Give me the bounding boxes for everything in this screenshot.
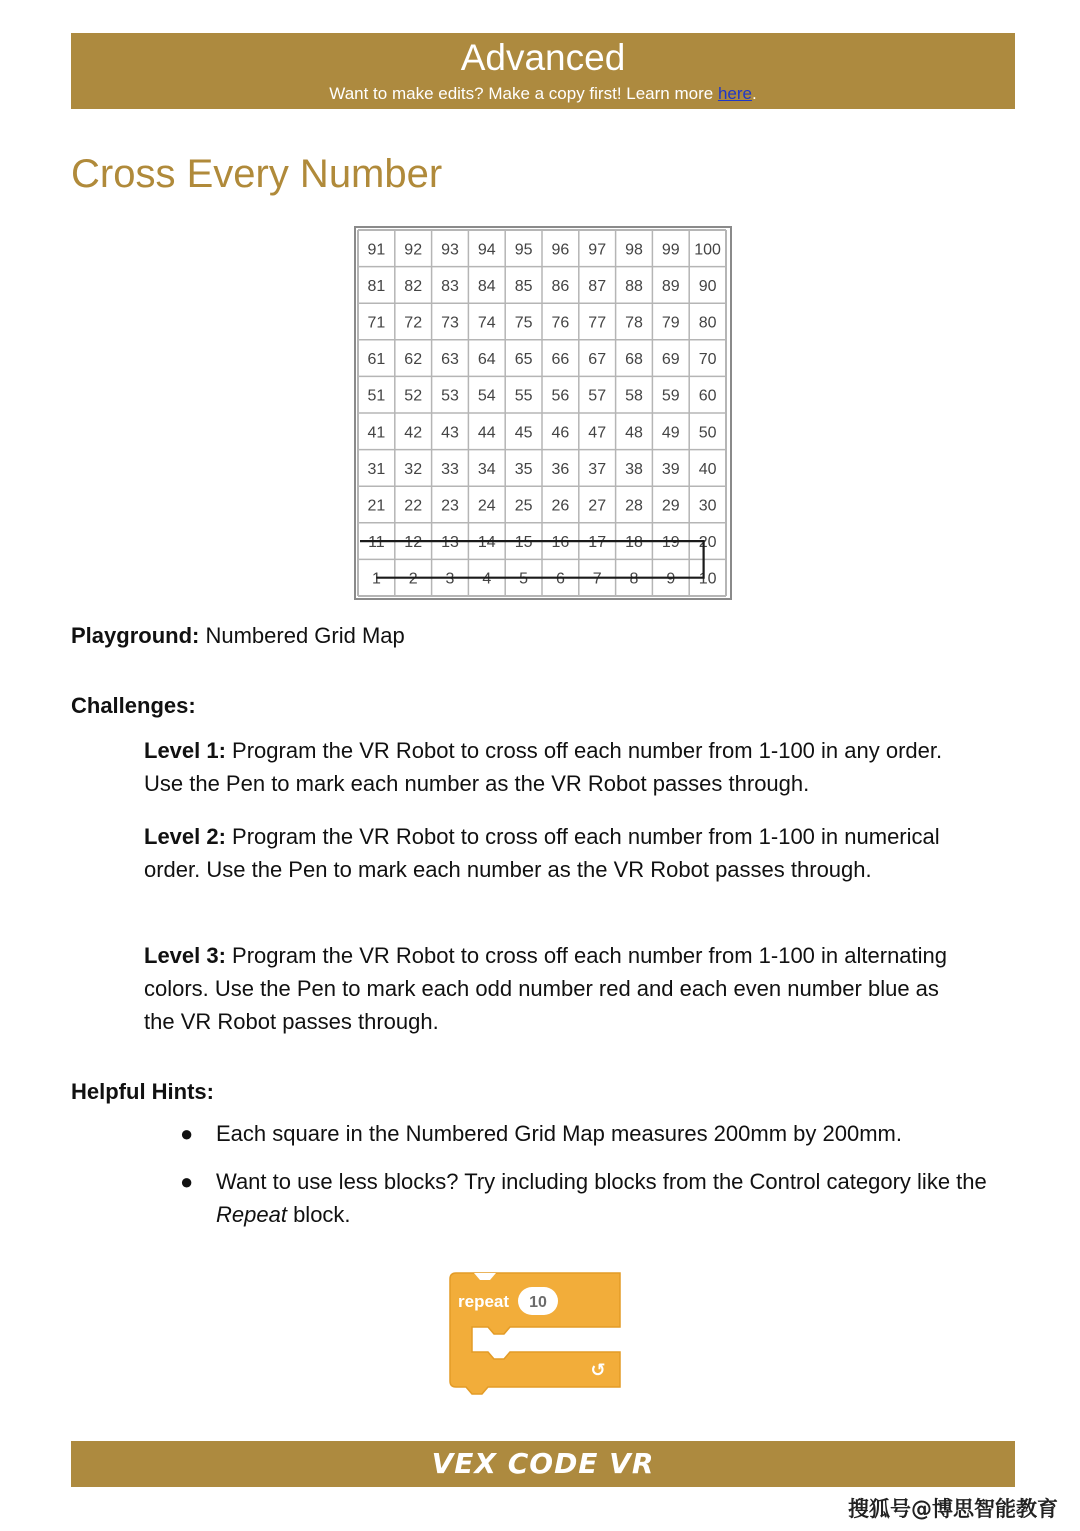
grid-cell-number: 87 <box>588 277 607 295</box>
hint-1-text: Each square in the Numbered Grid Map measures 200mm by 200mm. <box>216 1121 902 1146</box>
watermark: 搜狐号@博思智能教育 <box>848 1497 1058 1521</box>
grid-cell-number: 96 <box>551 241 570 259</box>
grid-cell-number: 88 <box>625 277 643 295</box>
grid-cell-number: 31 <box>367 460 386 478</box>
grid-cell-number: 57 <box>588 387 607 405</box>
grid-cell-number: 68 <box>625 351 643 369</box>
playground-value: Numbered Grid Map <box>199 623 405 648</box>
grid-cell-number: 47 <box>588 424 607 442</box>
grid-cell-number: 7 <box>592 570 602 588</box>
grid-cell-number: 91 <box>367 241 386 259</box>
grid-cell-number: 58 <box>625 387 643 405</box>
grid-cell-number: 19 <box>661 534 680 552</box>
grid-cell-number: 64 <box>477 351 496 369</box>
grid-cell-number: 1 <box>371 570 381 588</box>
hint-2-text-end: block. <box>286 1202 351 1227</box>
grid-cell-number: 52 <box>404 387 423 405</box>
grid-cell-number: 73 <box>441 314 459 332</box>
grid-cell-number: 43 <box>441 424 459 442</box>
grid-cell-number: 37 <box>588 460 607 478</box>
challenges-heading-text: Challenges: <box>71 693 196 718</box>
grid-cell-number: 99 <box>661 241 680 259</box>
grid-cell-number: 59 <box>661 387 680 405</box>
grid-cell-number: 71 <box>367 314 386 332</box>
grid-cell-number: 83 <box>441 277 459 295</box>
grid-cell-number: 89 <box>661 277 680 295</box>
grid-cell-number: 11 <box>368 534 385 552</box>
level-1-description: Program the VR Robot to cross off each number from 1-100 in any order. Use the Pen to mark each number as the VR Robot passes through. <box>144 738 943 796</box>
grid-cell-number: 17 <box>588 534 607 552</box>
level-2-description: Program the VR Robot to cross off each number from 1-100 in numerical order. Use the Pen to mark each number as the VR Robot passes through. <box>144 824 940 882</box>
grid-cell-number: 95 <box>514 241 533 259</box>
grid-cell-number: 100 <box>694 241 721 259</box>
grid-cell-number: 51 <box>367 387 386 405</box>
hints-heading-text: Helpful Hints: <box>71 1079 214 1104</box>
grid-cell-number: 76 <box>551 314 570 332</box>
grid-cell-number: 15 <box>514 534 533 552</box>
grid-cell-number: 53 <box>441 387 459 405</box>
playground-line <box>71 619 405 652</box>
header-subtitle-text: Want to make edits? Make a copy first! Learn more <box>329 84 718 103</box>
header-subtitle-period: . <box>751 84 757 103</box>
grid-cell-number: 34 <box>477 460 496 478</box>
grid-cell-number: 45 <box>514 424 533 442</box>
repeat-keyword: repeat <box>458 1292 510 1311</box>
grid-cell-number: 80 <box>698 314 717 332</box>
grid-cell-number: 63 <box>441 351 459 369</box>
grid-cell-number: 86 <box>551 277 570 295</box>
grid-cell-number: 98 <box>625 241 643 259</box>
grid-cell-number: 12 <box>404 534 423 552</box>
grid-cell-number: 26 <box>551 497 570 515</box>
grid-cell-number: 66 <box>551 351 570 369</box>
numbered-grid-map-image <box>354 226 732 600</box>
grid-cell-number: 60 <box>698 387 717 405</box>
page-title: Cross Every Number <box>71 152 443 196</box>
grid-cell-number: 35 <box>514 460 533 478</box>
header-subtitle <box>71 84 1015 104</box>
grid-cell-number: 25 <box>514 497 533 515</box>
grid-cell-number: 24 <box>477 497 496 515</box>
grid-cell-number: 27 <box>588 497 607 515</box>
grid-cell-number: 32 <box>404 460 423 478</box>
grid-cell-number: 90 <box>698 277 717 295</box>
grid-cell-number: 4 <box>482 570 492 588</box>
grid-cell-number: 33 <box>441 460 459 478</box>
grid-cell-number: 55 <box>514 387 533 405</box>
grid-cell-number: 20 <box>698 534 717 552</box>
repeat-count: 10 <box>529 1294 547 1311</box>
grid-cell-number: 70 <box>698 351 717 369</box>
hint-2-text: Want to use less blocks? Try including blocks from the Control category like the <box>216 1169 987 1194</box>
header-title: Advanced <box>460 37 626 78</box>
grid-cell-number: 16 <box>551 534 570 552</box>
grid-cell-number: 92 <box>404 241 423 259</box>
grid-cell-number: 44 <box>477 424 496 442</box>
hints-heading <box>71 1075 214 1108</box>
grid-cell-number: 13 <box>441 534 459 552</box>
footer-banner <box>71 1441 1015 1487</box>
hint-item-2 <box>180 1165 990 1231</box>
grid-cell-number: 77 <box>588 314 607 332</box>
grid-cell-number: 22 <box>404 497 423 515</box>
grid-cell-number: 78 <box>625 314 643 332</box>
grid-cell-number: 75 <box>514 314 533 332</box>
level-3-label: Level 3: <box>144 943 226 968</box>
grid-cell-number: 54 <box>477 387 496 405</box>
level-3-text <box>144 939 974 1038</box>
grid-cell-number: 46 <box>551 424 570 442</box>
grid-cell-number: 23 <box>441 497 459 515</box>
grid-cell-number: 41 <box>367 424 386 442</box>
grid-cell-number: 82 <box>404 277 423 295</box>
header-banner <box>71 33 1015 109</box>
grid-cell-number: 10 <box>698 570 717 588</box>
loop-arrow-icon: ↺ <box>590 1360 606 1381</box>
grid-cell-number: 6 <box>555 570 565 588</box>
grid-cell-number: 97 <box>588 241 607 259</box>
grid-cell-number: 79 <box>661 314 680 332</box>
grid-cell-number: 56 <box>551 387 570 405</box>
vexcode-vr-logo: VEX CODE VR <box>431 1447 655 1480</box>
grid-cell-number: 81 <box>367 277 386 295</box>
grid-cell-number: 40 <box>698 460 717 478</box>
grid-cell-number: 9 <box>666 570 676 588</box>
grid-cell-number: 49 <box>661 424 680 442</box>
level-2-label: Level 2: <box>144 824 226 849</box>
grid-cell-number: 69 <box>661 351 680 369</box>
grid-cell-number: 67 <box>588 351 607 369</box>
grid-cell-number: 29 <box>661 497 680 515</box>
grid-cell-number: 84 <box>477 277 496 295</box>
hint-item-1 <box>180 1117 990 1150</box>
grid-cell-number: 72 <box>404 314 423 332</box>
level-1-label: Level 1: <box>144 738 226 763</box>
grid-cell-number: 8 <box>629 570 639 588</box>
grid-cell-number: 14 <box>477 534 496 552</box>
hints-list <box>180 1117 990 1231</box>
grid-cell-number: 85 <box>514 277 533 295</box>
grid-cell-number: 42 <box>404 424 423 442</box>
grid-cell-number: 93 <box>441 241 459 259</box>
repeat-block-svg <box>448 1270 624 1396</box>
learn-more-link[interactable]: here <box>717 84 752 103</box>
bullet-icon: ● <box>180 1121 194 1146</box>
grid-cell-number: 18 <box>625 534 643 552</box>
grid-cell-number: 74 <box>477 314 496 332</box>
repeat-block-image <box>448 1270 624 1396</box>
grid-cell-number: 5 <box>519 570 529 588</box>
grid-cell-number: 48 <box>625 424 643 442</box>
level-2-text <box>144 820 974 886</box>
grid-cell-number: 30 <box>698 497 717 515</box>
grid-cell-number: 36 <box>551 460 570 478</box>
hint-2-italic: Repeat <box>216 1202 287 1227</box>
playground-label: Playground: <box>71 623 200 648</box>
grid-cell-number: 2 <box>408 570 418 588</box>
numbered-grid-svg <box>354 226 732 600</box>
grid-cell-number: 50 <box>698 424 717 442</box>
grid-cell-number: 65 <box>514 351 533 369</box>
level-3-description: Program the VR Robot to cross off each number from 1-100 in alternating colors. Use the Pen to mark each odd number red and each even number blue as the VR Robot passes through. <box>144 943 948 1034</box>
grid-cell-number: 28 <box>625 497 643 515</box>
bullet-icon: ● <box>180 1169 194 1194</box>
grid-cell-number: 61 <box>367 351 386 369</box>
level-1-text <box>144 734 974 800</box>
grid-cell-number: 62 <box>404 351 423 369</box>
grid-cell-number: 21 <box>367 497 386 515</box>
grid-cell-number: 3 <box>445 570 455 588</box>
grid-cell-number: 94 <box>477 241 496 259</box>
challenges-heading <box>71 689 196 722</box>
grid-cell-number: 38 <box>625 460 643 478</box>
grid-cell-number: 39 <box>661 460 680 478</box>
